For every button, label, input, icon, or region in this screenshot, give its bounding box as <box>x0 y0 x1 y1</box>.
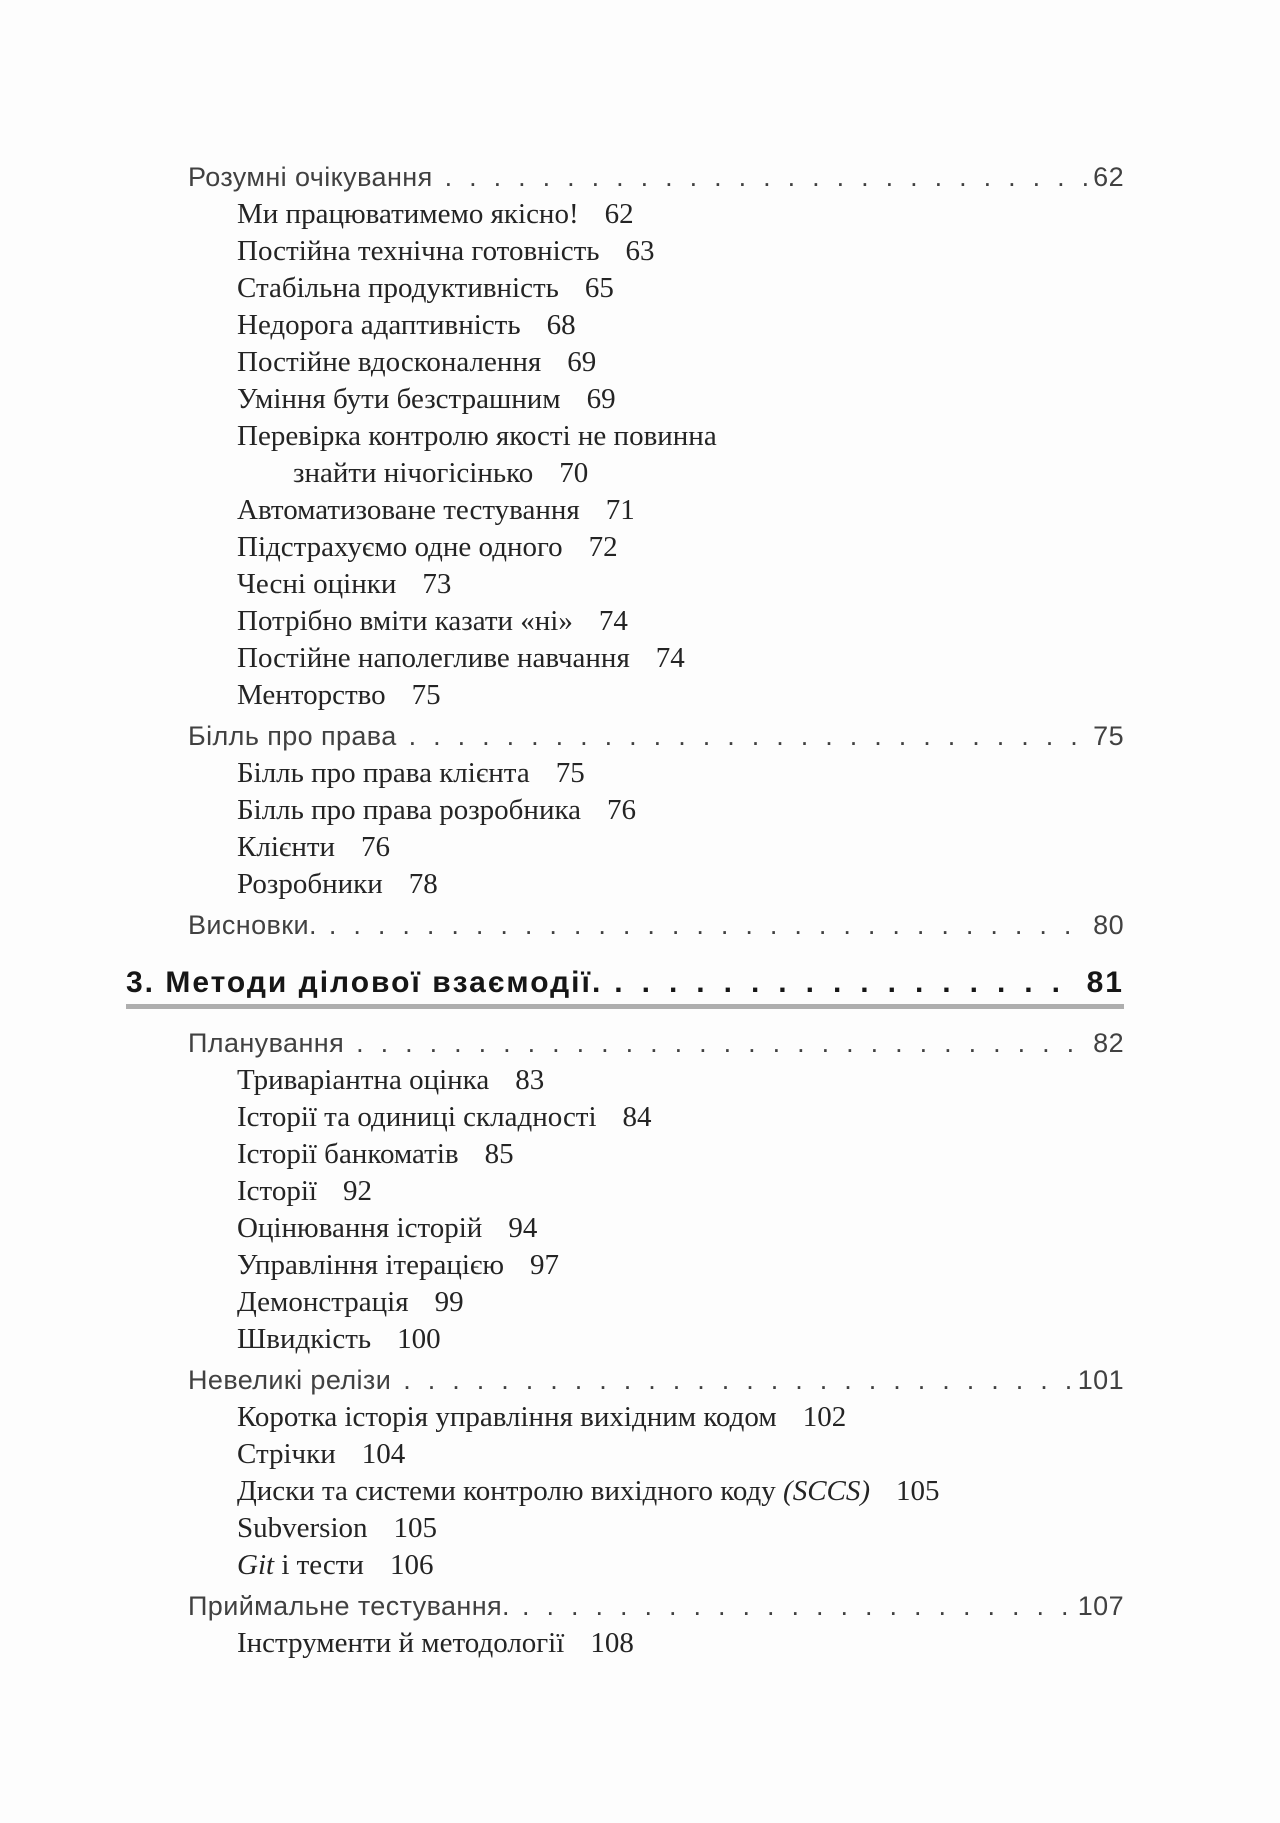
entry-title: Білль про права <box>188 721 397 751</box>
toc-sub-row <box>126 1547 1124 1584</box>
entry-title: Менторство <box>237 679 386 711</box>
entry-title: Висновки. <box>188 910 317 940</box>
entry-title: Планування <box>188 1028 345 1058</box>
leader-dots <box>397 718 1087 755</box>
entry-title: Швидкість <box>237 1323 372 1355</box>
entry-title: Уміння бути безстрашним <box>237 383 561 415</box>
page-number: 92 <box>342 1175 372 1207</box>
toc-sub-row <box>126 196 1124 233</box>
page-number: 97 <box>530 1249 560 1281</box>
page-number: 62 <box>604 198 634 230</box>
toc-sub-row <box>126 1473 1124 1510</box>
toc-section-row <box>126 159 1124 196</box>
entry-title: Постійна технічна готовність <box>237 235 600 267</box>
entry-title: Постійне наполегливе навчання <box>237 642 630 674</box>
page-number: 76 <box>361 831 391 863</box>
entry-title: Інструменти й методології <box>237 1627 565 1659</box>
entry-title: Стрічки <box>237 1438 336 1470</box>
page-number: 106 <box>389 1549 434 1581</box>
entry-title: Чесні оцінки <box>237 568 397 600</box>
toc-sub-row <box>126 566 1124 603</box>
entry-title: Управління ітерацією <box>237 1249 505 1281</box>
toc-sub-row <box>126 792 1124 829</box>
page-number: 69 <box>586 383 616 415</box>
page-number: 76 <box>607 794 636 826</box>
entry-title: Білль про права клієнта <box>237 757 530 789</box>
toc-sub-row <box>126 344 1124 381</box>
toc-sub-row <box>126 455 1124 492</box>
entry-title: 3. Методи ділової взаємодії. <box>126 966 603 999</box>
toc-section-row <box>126 718 1124 755</box>
chapter-rule <box>126 1004 1124 1009</box>
toc-sub-row <box>126 866 1124 903</box>
page-number: 105 <box>393 1512 437 1544</box>
toc-sub-row <box>126 1062 1124 1099</box>
page-number: 108 <box>590 1627 634 1659</box>
page-number: 84 <box>622 1101 652 1133</box>
entry-title-part: і тести <box>274 1549 364 1581</box>
toc-section-row <box>126 1362 1124 1399</box>
toc-section-row <box>126 1025 1124 1062</box>
entry-title: Невеликі релізи <box>188 1365 392 1395</box>
toc-sub-row <box>126 307 1124 344</box>
entry-title <box>237 1473 870 1510</box>
entry-title-part: Git <box>237 1549 275 1581</box>
entry-title: Стабільна продуктивність <box>237 272 559 304</box>
page-number: 71 <box>605 494 635 526</box>
entry-title: Ми працюватимемо якісно! <box>237 198 579 230</box>
entry-title-part: (SCCS) <box>783 1475 871 1507</box>
page-number: 70 <box>559 457 589 489</box>
toc-sub-row <box>126 755 1124 792</box>
toc-sub-row <box>126 529 1124 566</box>
entry-title: Розумні очікування <box>188 162 433 192</box>
entry-title: Оцінювання історій <box>237 1212 483 1244</box>
toc-sub-row <box>126 1247 1124 1284</box>
entry-title: Історії та одиниці складності <box>237 1101 597 1133</box>
toc-chapter-heading <box>126 962 1124 1004</box>
toc-sub-row <box>126 1510 1124 1547</box>
leader-dots <box>391 1362 1072 1399</box>
toc-sub-row <box>126 829 1124 866</box>
entry-title: Демонстрація <box>237 1286 409 1318</box>
page-number: 69 <box>567 346 597 378</box>
toc-sub-row <box>126 492 1124 529</box>
page-number: 81 <box>1086 966 1124 999</box>
toc-sub-row <box>126 1436 1124 1473</box>
toc-sub-row <box>126 233 1124 270</box>
toc-sub-row <box>126 1099 1124 1136</box>
entry-title: Розробники <box>237 868 383 900</box>
entry-title: Subversion <box>237 1512 368 1544</box>
leader-dots <box>344 1025 1087 1062</box>
entry-title-part: Диски та системи контролю вихідного коду <box>237 1475 784 1507</box>
entry-title <box>237 1547 364 1584</box>
entry-title: Автоматизоване тестування <box>237 494 580 526</box>
page-number: 65 <box>584 272 614 304</box>
page-number: 82 <box>1093 1028 1124 1058</box>
toc-sub-row <box>126 270 1124 307</box>
leader-dots <box>317 907 1087 944</box>
entry-title: Приймальне тестування. <box>188 1591 510 1621</box>
entry-title: Перевірка контролю якості не повинна <box>237 420 717 452</box>
toc-sub-row <box>126 1210 1124 1247</box>
page-number: 75 <box>411 679 441 711</box>
page-number: 68 <box>546 309 576 341</box>
page-number: 74 <box>598 605 628 637</box>
entry-title: Білль про права розробника <box>237 794 581 826</box>
entry-title: Постійне вдосконалення <box>237 346 542 378</box>
toc-section-row <box>126 1588 1124 1625</box>
page-number: 83 <box>515 1064 545 1096</box>
page-number: 74 <box>655 642 685 674</box>
toc-sub-row <box>126 1399 1124 1436</box>
page-number: 75 <box>555 757 585 789</box>
toc-sub-row <box>126 1173 1124 1210</box>
page-number: 102 <box>802 1401 847 1433</box>
toc-sub-row <box>126 381 1124 418</box>
leader-dots <box>510 1588 1072 1625</box>
leader-dots <box>433 159 1088 196</box>
page-number: 107 <box>1077 1591 1124 1621</box>
toc-sub-row <box>126 640 1124 677</box>
page-number: 105 <box>896 1475 940 1507</box>
page-number: 73 <box>422 568 452 600</box>
page-number: 94 <box>508 1212 538 1244</box>
entry-title: Підстрахуємо одне одного <box>237 531 563 563</box>
page-number: 78 <box>408 868 438 900</box>
entry-title: Коротка історія управління вихідним кодом <box>237 1401 777 1433</box>
page-number: 101 <box>1077 1365 1124 1395</box>
page-number: 100 <box>397 1323 441 1355</box>
page-number: 72 <box>588 531 618 563</box>
page-number: 104 <box>361 1438 406 1470</box>
entry-title: Триваріантна оцінка <box>237 1064 490 1096</box>
entry-title: знайти нічогісінько <box>293 457 534 489</box>
page-number: 99 <box>434 1286 464 1318</box>
toc-section-row <box>126 907 1124 944</box>
table-of-contents <box>126 155 1124 1662</box>
page-number: 75 <box>1093 721 1124 751</box>
toc-sub-row <box>126 1625 1124 1662</box>
page-number: 62 <box>1093 162 1124 192</box>
page-number: 80 <box>1093 910 1124 940</box>
toc-sub-row <box>126 1321 1124 1358</box>
page-number: 63 <box>625 235 655 267</box>
entry-title: Історії банкоматів <box>237 1138 459 1170</box>
entry-title: Недорога адаптивність <box>237 309 521 341</box>
toc-sub-row <box>126 1284 1124 1321</box>
page-number: 85 <box>484 1138 514 1170</box>
entry-title: Історії <box>237 1175 317 1207</box>
toc-sub-row <box>126 603 1124 640</box>
toc-sub-row <box>126 418 1124 455</box>
leader-dots <box>602 962 1080 1004</box>
entry-title: Потрібно вміти казати «ні» <box>237 605 573 637</box>
toc-sub-row <box>126 677 1124 714</box>
entry-title: Клієнти <box>237 831 336 863</box>
toc-sub-row <box>126 1136 1124 1173</box>
